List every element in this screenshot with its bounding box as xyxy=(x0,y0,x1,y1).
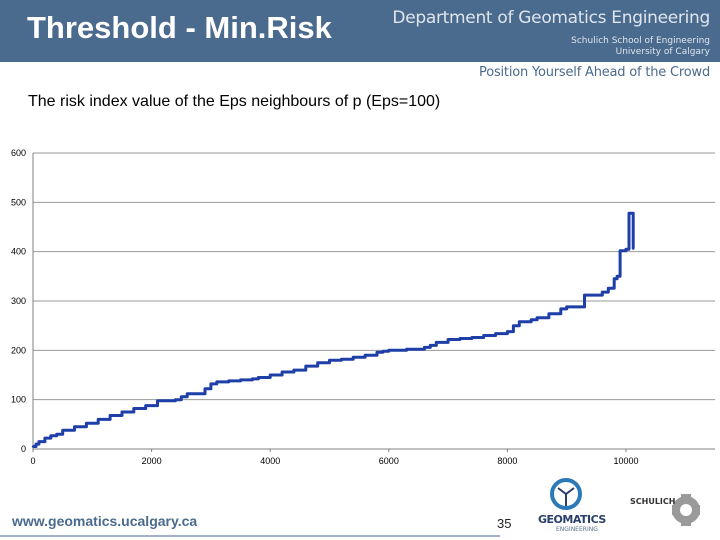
data-point xyxy=(352,356,354,358)
data-point xyxy=(50,434,52,436)
data-point xyxy=(251,378,253,380)
y-tick-label: 500 xyxy=(10,197,26,208)
chart-subtitle: The risk index value of the Eps neighbours of p (Eps=100) xyxy=(28,93,441,110)
geomatics-logo-subtext: ENGINEERING xyxy=(556,526,598,533)
data-point xyxy=(44,437,46,439)
data-point xyxy=(628,212,630,214)
data-point xyxy=(144,404,146,406)
data-point xyxy=(61,429,63,431)
data-point xyxy=(607,287,609,289)
footer-url[interactable]: www.geomatics.ucalgary.ca xyxy=(12,513,198,529)
page-number: 35 xyxy=(497,516,512,531)
data-point xyxy=(316,361,318,363)
data-point xyxy=(228,380,230,382)
data-point xyxy=(216,381,218,383)
data-point xyxy=(32,445,34,447)
data-point xyxy=(340,358,342,360)
data-point xyxy=(85,422,87,424)
data-point xyxy=(109,414,111,416)
data-point xyxy=(156,399,158,401)
data-point xyxy=(560,308,562,310)
data-point xyxy=(174,398,176,400)
data-point xyxy=(210,383,212,385)
data-point xyxy=(376,351,378,353)
data-point xyxy=(429,344,431,346)
data-point xyxy=(305,365,307,367)
data-point xyxy=(435,341,437,343)
data-point xyxy=(56,433,58,435)
data-point xyxy=(388,349,390,351)
y-tick-label: 0 xyxy=(20,444,26,454)
data-point xyxy=(548,313,550,315)
data-point xyxy=(625,248,627,250)
y-tick-label: 600 xyxy=(10,148,26,158)
data-point xyxy=(423,346,425,348)
data-point xyxy=(447,338,449,340)
data-point xyxy=(483,334,485,336)
data-point xyxy=(518,321,520,323)
data-point xyxy=(257,376,259,378)
data-point xyxy=(239,379,241,381)
data-point xyxy=(364,354,366,356)
tagline: Position Yourself Ahead of the Crowd xyxy=(479,65,710,80)
data-point xyxy=(97,418,99,420)
x-tick-label: 6000 xyxy=(378,456,399,466)
y-tick-label: 200 xyxy=(10,345,26,356)
data-point xyxy=(601,291,603,293)
data-point xyxy=(530,319,532,321)
data-point xyxy=(566,306,568,308)
schulich-logo-text: SCHULICH xyxy=(630,497,676,506)
data-point xyxy=(281,371,283,373)
data-point xyxy=(121,411,123,413)
geomatics-logo-text: GEOMATICS xyxy=(538,513,606,526)
data-point xyxy=(328,359,330,361)
university-name: University of Calgary xyxy=(615,47,710,57)
data-point xyxy=(494,332,496,334)
data-point xyxy=(269,374,271,376)
data-point xyxy=(38,440,40,442)
data-point xyxy=(382,350,384,352)
department-name: Department of Geomatics Engineering xyxy=(392,8,710,28)
x-tick-label: 4000 xyxy=(260,456,281,466)
tagline-area xyxy=(479,62,720,84)
data-point xyxy=(632,248,634,250)
data-point xyxy=(293,369,295,371)
data-point xyxy=(35,443,37,445)
y-tick-label: 300 xyxy=(10,296,26,306)
data-point xyxy=(180,396,182,398)
data-point xyxy=(506,330,508,332)
data-point xyxy=(613,278,615,280)
x-tick-label: 8000 xyxy=(497,456,518,466)
x-tick-label: 0 xyxy=(30,456,36,466)
risk-index-chart xyxy=(0,140,720,475)
data-point xyxy=(619,249,621,251)
data-point xyxy=(616,275,618,277)
data-point xyxy=(459,337,461,339)
footer-divider xyxy=(0,535,500,537)
x-tick-label: 10000 xyxy=(613,456,639,466)
slide-title: Threshold - Min.Risk xyxy=(27,10,332,45)
data-point xyxy=(133,407,135,409)
data-point xyxy=(536,317,538,319)
data-point xyxy=(512,324,514,326)
data-point xyxy=(204,388,206,390)
data-point xyxy=(405,348,407,350)
y-tick-label: 400 xyxy=(10,246,26,257)
data-point xyxy=(73,426,75,428)
y-tick-label: 100 xyxy=(10,394,26,405)
x-tick-label: 2000 xyxy=(141,456,162,466)
data-point xyxy=(583,294,585,296)
data-point xyxy=(631,212,633,214)
school-name: Schulich School of Engineering xyxy=(571,36,710,46)
data-point xyxy=(471,336,473,338)
data-point xyxy=(186,393,188,395)
schulich-logo xyxy=(626,488,704,532)
